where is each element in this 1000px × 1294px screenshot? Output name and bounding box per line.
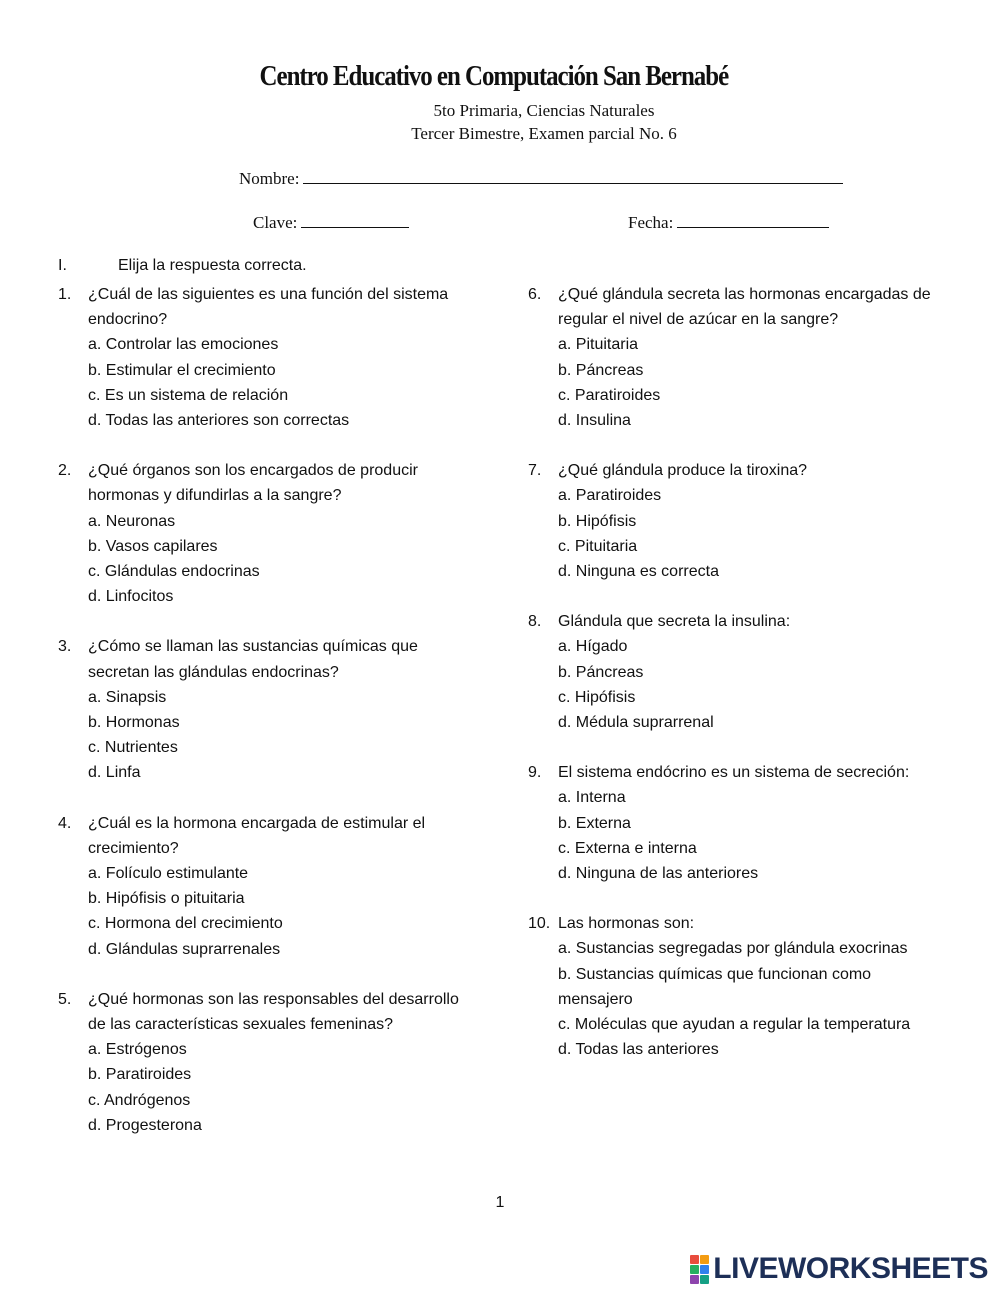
question-text-line: ¿Qué hormonas son las responsables del desarrollo	[88, 990, 459, 1008]
liveworksheets-logo[interactable]	[690, 1252, 988, 1286]
answer-option[interactable]: b. Páncreas	[558, 361, 644, 379]
question-number: 8.	[528, 613, 542, 631]
answer-option[interactable]: c. Glándulas endocrinas	[88, 563, 260, 581]
question-number: 3.	[58, 638, 72, 656]
question-text-line: crecimiento?	[88, 839, 179, 857]
question-text-line: endocrino?	[88, 311, 168, 329]
logo-tile	[700, 1265, 709, 1274]
document-subtitle-exam: Tercer Bimestre, Examen parcial No. 6	[411, 124, 677, 143]
question-text-line: ¿Cómo se llaman las sustancias químicas que	[88, 638, 418, 656]
answer-option[interactable]: d. Ninguna es correcta	[558, 563, 719, 581]
question-item	[528, 911, 948, 1062]
fecha-input-line[interactable]	[677, 213, 829, 228]
logo-tile	[690, 1275, 699, 1284]
question-item	[528, 282, 948, 433]
question-body	[558, 609, 948, 735]
answer-option[interactable]: mensajero	[558, 990, 633, 1008]
question-text-line: ¿Qué órganos son los encargados de producir	[88, 462, 418, 480]
logo-tile	[690, 1255, 699, 1264]
question-item	[528, 609, 948, 735]
answer-option[interactable]: d. Progesterona	[88, 1116, 202, 1134]
answer-option[interactable]: a. Estrógenos	[88, 1041, 187, 1059]
nombre-field	[239, 169, 843, 189]
question-body	[558, 282, 948, 433]
question-body	[88, 634, 478, 785]
document-title: Centro Educativo en Computación San Bernabé	[259, 60, 729, 92]
question-item	[58, 634, 478, 785]
answer-option[interactable]: d. Médula suprarrenal	[558, 714, 714, 732]
page-number: 1	[495, 1194, 505, 1211]
question-item	[528, 760, 948, 886]
question-number: 9.	[528, 764, 542, 782]
answer-option[interactable]: b. Páncreas	[558, 663, 644, 681]
question-text-line: secretan las glándulas endocrinas?	[88, 663, 339, 681]
document-subtitle-grade: 5to Primaria, Ciencias Naturales	[433, 101, 655, 120]
question-number: 7.	[528, 462, 542, 480]
nombre-input-line[interactable]	[303, 169, 843, 184]
answer-option[interactable]: c. Hormona del crecimiento	[88, 915, 283, 933]
section-instruction: Elija la respuesta correcta.	[118, 257, 307, 274]
answer-option[interactable]: c. Externa e interna	[558, 839, 697, 857]
question-body	[88, 811, 478, 962]
answer-option[interactable]: b. Paratiroides	[88, 1066, 192, 1084]
question-body	[88, 987, 478, 1138]
clave-field	[253, 213, 409, 233]
answer-option[interactable]: a. Neuronas	[88, 512, 176, 530]
question-text-line: de las características sexuales femeninas?	[88, 1016, 394, 1034]
question-text-line: Glándula que secreta la insulina:	[558, 613, 791, 631]
fecha-label: Fecha:	[628, 213, 674, 232]
answer-option[interactable]: b. Vasos capilares	[88, 537, 218, 555]
question-text-line: ¿Cuál es la hormona encargada de estimular el	[88, 814, 426, 832]
liveworksheets-logo-text: LIVEWORKSHEETS	[713, 1252, 988, 1285]
question-text-line: ¿Qué glándula secreta las hormonas encargadas de	[558, 286, 931, 303]
question-text-line: El sistema endócrino es un sistema de secreción:	[558, 764, 910, 782]
question-text-line: Las hormonas son:	[558, 915, 695, 933]
question-body	[558, 911, 948, 1062]
question-item	[58, 458, 478, 609]
question-text-line: ¿Cuál de las siguientes es una función del sistema	[88, 286, 449, 303]
question-item	[58, 282, 478, 433]
nombre-label: Nombre:	[239, 169, 300, 188]
question-body	[88, 282, 478, 433]
question-item	[58, 987, 478, 1138]
questions-column-left	[58, 282, 478, 1163]
section-roman-numeral: I.	[58, 257, 67, 274]
question-item	[58, 811, 478, 962]
answer-option[interactable]: b. Estimular el crecimiento	[88, 361, 276, 379]
question-number: 4.	[58, 814, 72, 832]
logo-tile	[700, 1275, 709, 1284]
clave-label: Clave:	[253, 213, 298, 232]
question-number: 6.	[528, 286, 542, 303]
answer-option[interactable]: a. Folículo estimulante	[88, 865, 249, 883]
logo-tile	[700, 1255, 709, 1264]
answer-option[interactable]: d. Todas las anteriores	[558, 1041, 719, 1059]
answer-option[interactable]: a. Pituitaria	[558, 336, 639, 354]
question-body	[88, 458, 478, 609]
question-number: 1.	[58, 286, 72, 303]
question-number: 2.	[58, 462, 72, 480]
question-body	[558, 458, 948, 584]
answer-option[interactable]: c. Andrógenos	[88, 1091, 191, 1109]
section-heading	[58, 257, 307, 275]
answer-option[interactable]: b. Hipófisis	[558, 512, 637, 530]
answer-option[interactable]: c. Paratiroides	[558, 386, 661, 404]
clave-input-line[interactable]	[301, 213, 409, 228]
answer-option[interactable]: d. Insulina	[558, 412, 631, 430]
question-body	[558, 760, 948, 886]
question-text-line: regular el nivel de azúcar en la sangre?	[558, 311, 839, 329]
question-number: 10.	[528, 915, 551, 933]
answer-option[interactable]: a. Interna	[558, 789, 626, 807]
answer-option[interactable]: a. Sustancias segregadas por glándula exocrinas	[558, 940, 908, 958]
logo-tile	[690, 1265, 699, 1274]
question-text-line: hormonas y difundirlas a la sangre?	[88, 487, 342, 505]
answer-option[interactable]: c. Nutrientes	[88, 739, 178, 757]
answer-option[interactable]: c. Pituitaria	[558, 537, 638, 555]
answer-option[interactable]: a. Hígado	[558, 638, 628, 656]
answer-option[interactable]: d. Glándulas suprarrenales	[88, 940, 281, 958]
answer-option[interactable]: a. Controlar las emociones	[88, 336, 279, 354]
answer-option[interactable]: c. Es un sistema de relación	[88, 386, 289, 404]
answer-option[interactable]: d. Linfocitos	[88, 588, 174, 606]
liveworksheets-logo-icon	[690, 1255, 709, 1284]
answer-option[interactable]: c. Hipófisis	[558, 688, 636, 706]
answer-option[interactable]: b. Hormonas	[88, 714, 180, 732]
questions-column-right	[528, 282, 948, 1087]
answer-option[interactable]: d. Ninguna de las anteriores	[558, 865, 759, 883]
answer-option[interactable]: c. Moléculas que ayudan a regular la temperatura	[558, 1016, 911, 1034]
question-item	[528, 458, 948, 584]
answer-option[interactable]: a. Sinapsis	[88, 688, 167, 706]
answer-option[interactable]: b. Hipófisis o pituitaria	[88, 890, 245, 908]
answer-option[interactable]: a. Paratiroides	[558, 487, 662, 505]
answer-option[interactable]: d. Todas las anteriores son correctas	[88, 412, 350, 430]
answer-option[interactable]: b. Sustancias químicas que funcionan como	[558, 965, 872, 983]
question-number: 5.	[58, 990, 72, 1008]
answer-option[interactable]: b. Externa	[558, 814, 631, 832]
question-text-line: ¿Qué glándula produce la tiroxina?	[558, 462, 808, 480]
fecha-field	[628, 213, 829, 233]
answer-option[interactable]: d. Linfa	[88, 764, 141, 782]
